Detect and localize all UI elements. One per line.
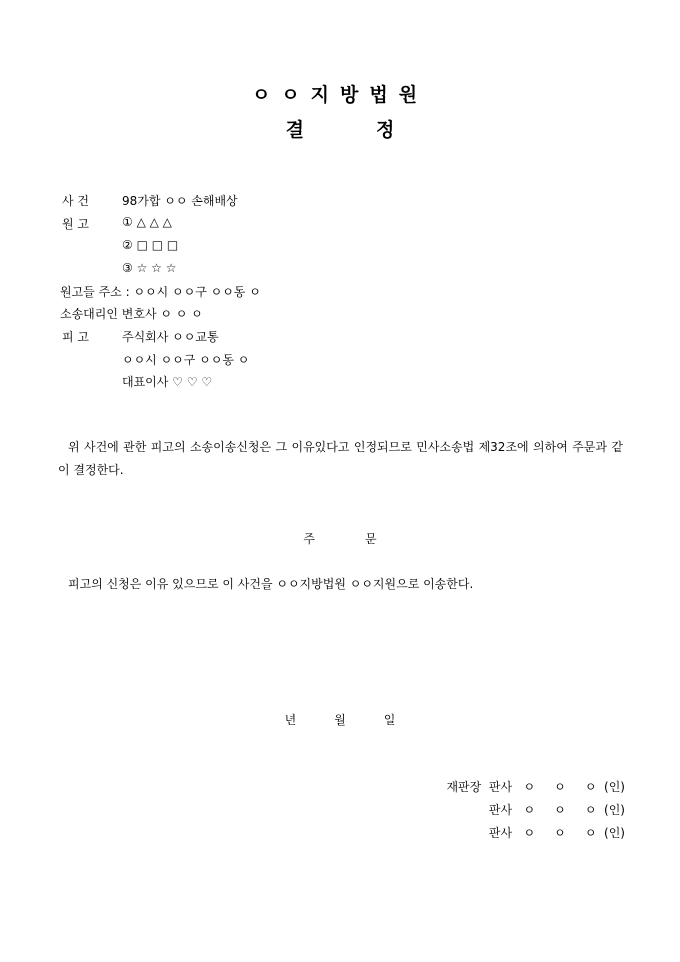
- representative: 대표이사 ♡ ♡ ♡: [122, 375, 213, 389]
- order-heading-char-1: 주: [303, 532, 315, 546]
- defendant-address: ㅇㅇ시 ㅇㅇ구 ㅇㅇ동 ㅇ: [122, 353, 250, 367]
- court-name: ㅇㅇ지방법원: [251, 84, 429, 106]
- plaintiff-address: 원고들 주소 : ㅇㅇ시 ㅇㅇ구 ㅇㅇ동 ㅇ: [60, 285, 261, 299]
- date-month: 월: [334, 713, 346, 727]
- plaintiff-label: 원 고: [62, 217, 89, 231]
- order-text: 피고의 신청은 이유 있으므로 이 사건을 ㅇㅇ지방법원 ㅇㅇ지원으로 이송한다.: [68, 577, 474, 591]
- plaintiff-3: ③ ☆ ☆ ☆: [122, 261, 177, 275]
- judge-2: 판사 ㅇ ㅇ ㅇ (인): [488, 803, 625, 817]
- case-value: 98가합 ㅇㅇ 손해배상: [122, 194, 238, 208]
- date-line: [0, 711, 680, 728]
- defendant-label: 피 고: [62, 330, 89, 344]
- document-title: [0, 115, 680, 142]
- judge-presiding: 재판장 판사 ㅇ ㅇ ㅇ (인): [446, 780, 625, 794]
- reasoning-paragraph: 위 사건에 관한 피고의 소송이송신청은 그 이유있다고 인정되므로 민사소송법 제32조에 의하여 주문과 같이 결정한다.: [58, 440, 623, 477]
- title-char-2: 정: [376, 119, 395, 141]
- date-day: 일: [383, 713, 396, 727]
- order-heading-char-2: 문: [365, 532, 377, 546]
- date-year: 년: [284, 713, 297, 727]
- title-char-1: 결: [285, 119, 304, 141]
- defendant-company: 주식회사 ㅇㅇ교통: [122, 330, 219, 344]
- plaintiff-2: ② □ □ □: [122, 238, 179, 252]
- plaintiff-1: ① △ △ △: [122, 215, 172, 229]
- order-heading: [0, 530, 680, 547]
- attorney: 소송대리인 변호사 ㅇ ㅇ ㅇ: [60, 307, 203, 321]
- judge-3: 판사 ㅇ ㅇ ㅇ (인): [488, 826, 625, 840]
- case-label: 사 건: [62, 194, 89, 208]
